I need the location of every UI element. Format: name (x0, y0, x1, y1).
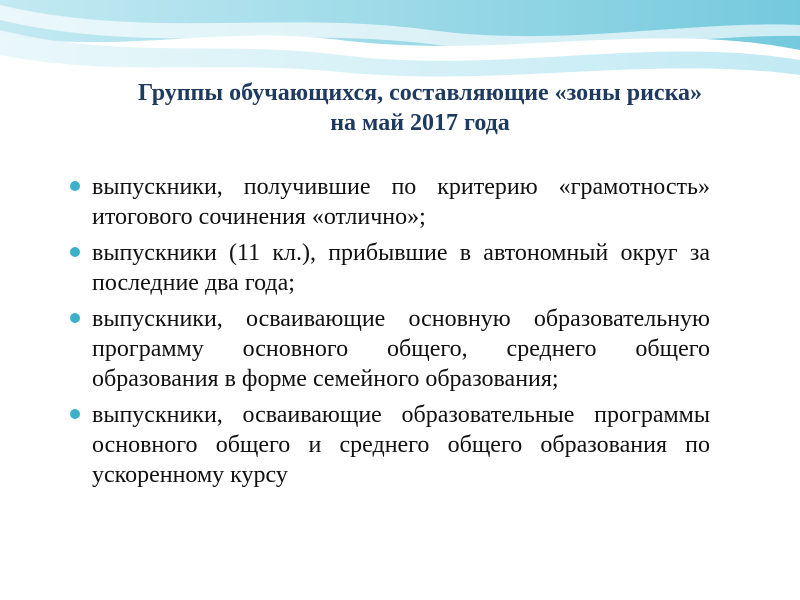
bullet-text: выпускники, осваивающие основную образовательную программу основного общего, среднего общего образования в форме семейного образования; (92, 306, 710, 392)
bullet-item-1 (70, 172, 710, 232)
title-line-1: Группы обучающихся, составляющие «зоны риска» (137, 80, 703, 106)
bullet-item-3 (70, 304, 710, 394)
bullet-dot-icon (70, 409, 80, 419)
bullet-dot-icon (70, 313, 80, 323)
bullet-text: выпускники (11 кл.), прибывшие в автономный округ за последние два года; (92, 240, 710, 296)
bullet-item-2 (70, 238, 710, 298)
bullet-list (70, 172, 710, 496)
bullet-dot-icon (70, 247, 80, 257)
bullet-text: выпускники, получившие по критерию «грамотность» итогового сочинения «отлично»; (92, 174, 710, 230)
title-line-2: на май 2017 года (330, 110, 510, 136)
bullet-text: выпускники, осваивающие образовательные программы основного общего и среднего общего образования по ускоренному курсу (92, 402, 710, 488)
decorative-header-waves (0, 0, 800, 90)
bullet-item-4 (70, 400, 710, 490)
slide-title (60, 78, 780, 138)
bullet-dot-icon (70, 181, 80, 191)
